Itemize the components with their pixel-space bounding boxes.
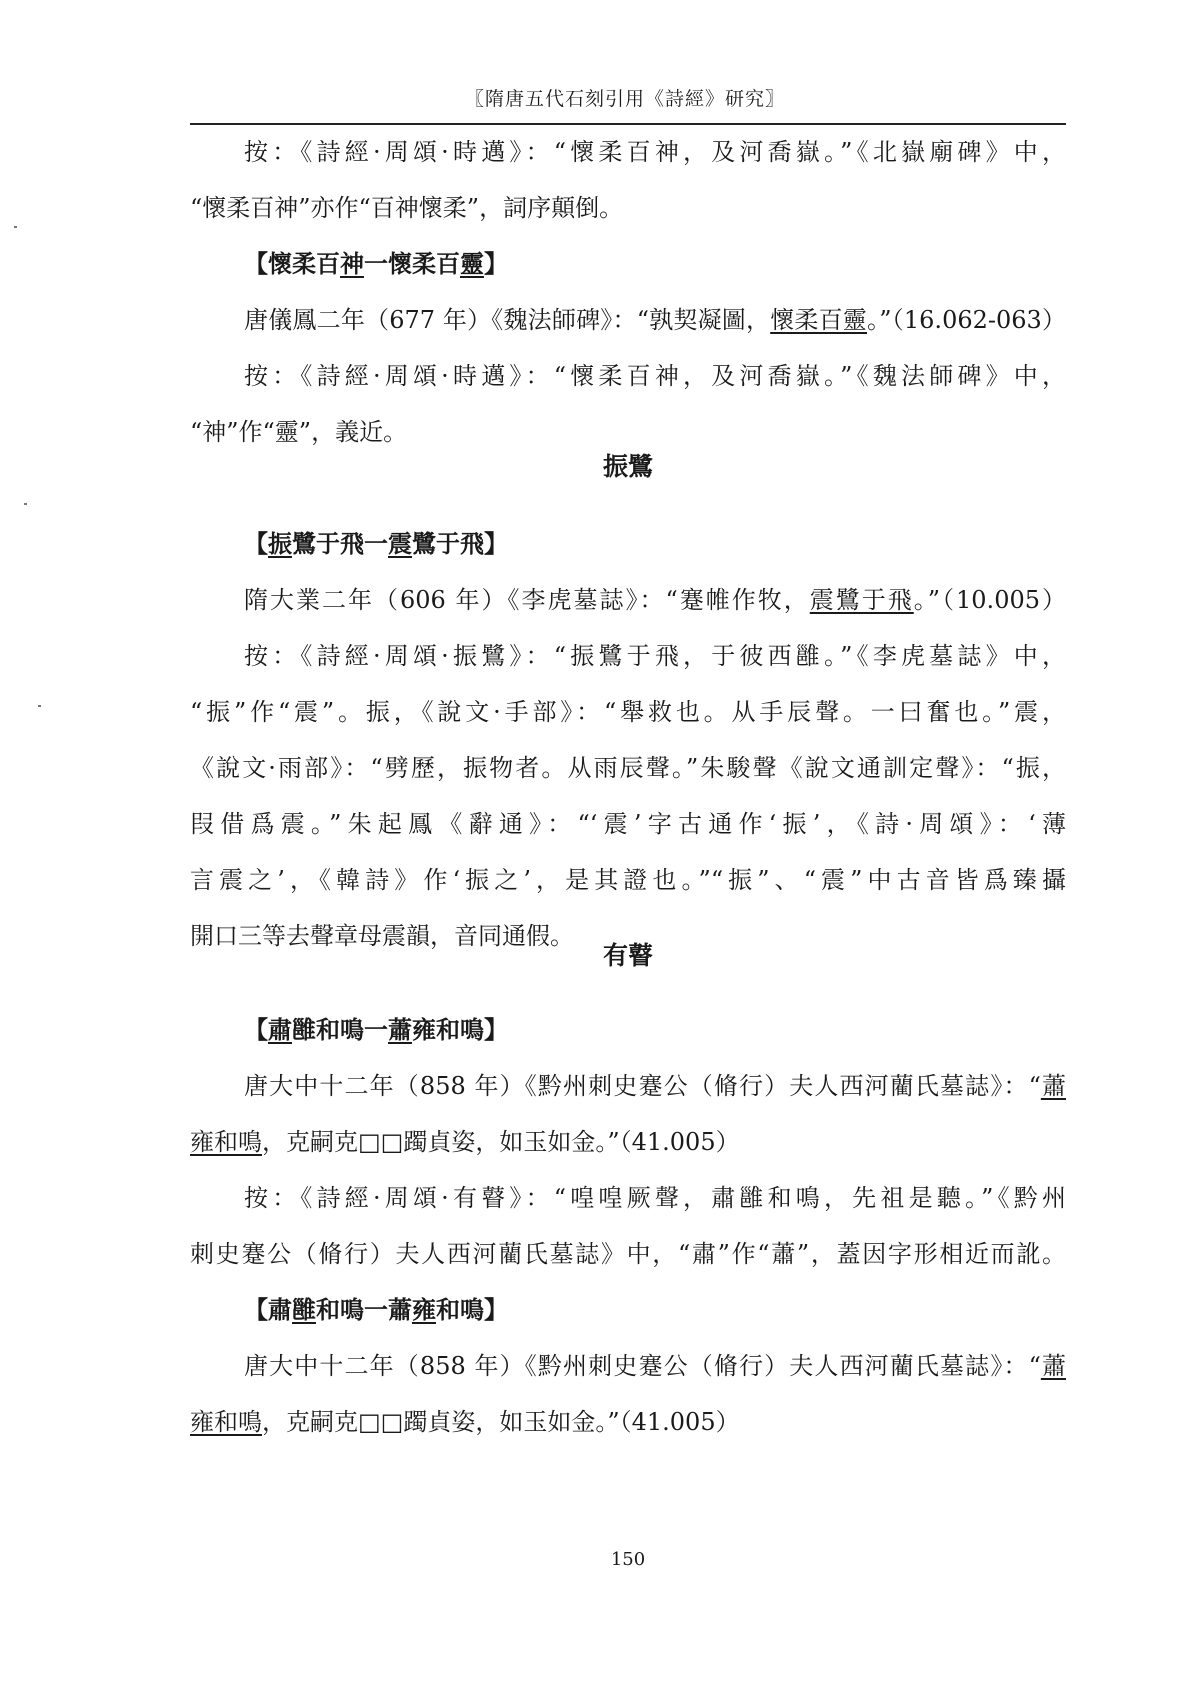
citation-text: 唐大中十二年（858 年）《黔州刺史蹇公（脩行）夫人西河藺氏墓誌》：“ [244,1352,1041,1380]
entry-variant-char: 肅 [268,1015,292,1044]
section-huairou [190,124,1066,460]
entry-heading [190,516,1066,572]
citation-line [190,1338,1066,1394]
entry-text: 雝和鳴一 [292,1015,388,1044]
paragraph-line: “懷柔百神”亦作“百神懷柔”，詞序顛倒。 [190,194,624,222]
entry-text: 和鳴 [436,1295,484,1324]
section-heading: 振鷺 [602,452,653,481]
paragraph-line: 言震之’，《韓詩》作‘振之’，是其證也。”“振”、“震”中古音皆爲臻攝 [190,866,1066,894]
page-number: 150 [610,1549,646,1570]
entry-text: 和鳴一蕭 [316,1295,412,1324]
entry-variant-char: 蕭 [388,1015,412,1044]
citation-quote: 雍和鳴 [190,1408,262,1436]
running-header: 〖隋唐五代石刻引用《詩經》研究〗 [464,88,785,110]
citation-text: 唐大中十二年（858 年）《黔州刺史蹇公（脩行）夫人西河藺氏墓誌》：“ [244,1072,1041,1100]
citation-quote: 震鷺于飛 [809,586,914,614]
entry-text: 雍和鳴 [412,1015,484,1044]
entry-variant-char: 雍 [412,1295,436,1324]
entry-variant-char: 震 [388,529,412,558]
entry-variant-char: 雝 [292,1295,316,1324]
citation-ref: 。”（10.005） [913,586,1067,614]
citation-quote: 懷柔百靈 [770,306,868,334]
bracket-close: 】 [484,1015,508,1044]
bracket-open: 【 [244,1015,268,1044]
entry-variant-char: 振 [268,529,292,558]
citation-line [190,1058,1066,1114]
paragraph-line: 按：《詩經·周頌·時邁》：“懷柔百神，及河喬嶽。”《北嶽廟碑》中， [244,138,1066,166]
paragraph-line: 按：《詩經·周頌·有瞽》：“喤喤厥聲，肅雝和鳴，先祖是聽。”《黔州 [244,1184,1066,1212]
citation-line [190,1114,1066,1170]
bracket-close: 】 [484,529,508,558]
section-yougu [190,1002,1066,1450]
citation-quote: 雍和鳴 [190,1128,262,1156]
entry-heading [190,1282,1066,1338]
entry-text: 鷺于飛 [412,529,484,558]
scan-speck [24,503,27,505]
bracket-close: 】 [484,249,508,278]
bracket-open: 【 [244,529,268,558]
section-heading: 有瞽 [602,941,653,970]
citation-line [190,1394,1066,1450]
citation-quote: 蕭 [1040,1352,1066,1380]
citation-quote: 蕭 [1040,1072,1066,1100]
citation-text: 唐儀鳳二年（677 年）《魏法師碑》：“孰契凝圖， [244,306,771,334]
entry-text: 鷺于飛一 [292,529,388,558]
citation-ref: 。”（16.062-063） [867,306,1066,334]
paragraph-line: 按：《詩經·周頌·振鷺》：“振鷺于飛，于彼西雝。”《李虎墓誌》中， [244,642,1066,670]
scan-speck [14,226,17,228]
paragraph-line: 叚借爲震。”朱起鳳《辭通》：“‘震’字古通作‘振’，《詩·周頌》：‘薄 [190,810,1066,838]
paragraph-line: “神”作“靈”，義近。 [190,418,408,446]
entry-variant-char: 神 [340,249,364,278]
citation-text: 隋大業二年（606 年）《李虎墓誌》：“蹇帷作牧， [244,586,810,614]
bracket-open: 【 [244,249,268,278]
entry-heading [190,236,1066,292]
entry-heading [190,1002,1066,1058]
citation-ref: ，克嗣克□□躅貞姿，如玉如金。”（41.005） [262,1128,740,1156]
citation-line [190,292,1066,348]
citation-ref: ，克嗣克□□躅貞姿，如玉如金。”（41.005） [262,1408,740,1436]
entry-text: 一懷柔百 [364,249,460,278]
paragraph-line: 開口三等去聲章母震韻，音同通假。 [190,922,574,950]
paragraph-line: 《說文·雨部》：“劈歷，振物者。从雨辰聲。”朱駿聲《說文通訓定聲》：“振， [190,754,1066,782]
section-zhenlu [190,516,1066,964]
scan-speck [38,705,41,707]
citation-line [190,572,1066,628]
entry-text: 懷柔百 [268,249,340,278]
paragraph-line: 刺史蹇公（脩行）夫人西河藺氏墓誌》中，“肅”作“蕭”，蓋因字形相近而訛。 [190,1240,1066,1268]
entry-text: 肅 [268,1295,292,1324]
paragraph-line: “振”作“震”。振，《說文·手部》：“舉救也。从手辰聲。一曰奮也。”震， [190,698,1066,726]
paragraph-line: 按：《詩經·周頌·時邁》：“懷柔百神，及河喬嶽。”《魏法師碑》中， [244,362,1066,390]
bracket-close: 】 [484,1295,508,1324]
bracket-open: 【 [244,1295,268,1324]
entry-variant-char: 靈 [460,249,484,278]
